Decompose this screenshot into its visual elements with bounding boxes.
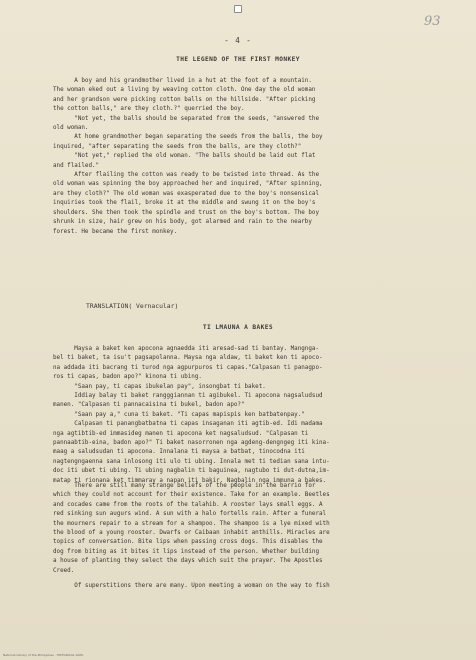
text-line: "Saan pay, ti capas ibukelan pay", insongbat ti baket. bbox=[53, 383, 266, 390]
text-line: ros ti capas, badon apo?" kinona ti ubing. bbox=[53, 374, 202, 381]
text-line: "Saan pay a," cuna ti baket. "Ti capas mapispis ken batbatenpay." bbox=[53, 411, 305, 418]
text-line: "Not yet, the balls should be separated from the seeds, "answered the bbox=[53, 115, 319, 122]
text-line: na addada iti bacrang ti turod nga agpurpuros ti capas."Calpasan ti panagpo- bbox=[53, 364, 323, 371]
text-line: shoulders. She then took the spindle and trust on the boy's bottom. The boy bbox=[53, 209, 319, 216]
text-line: Maysa a baket ken apocona agnaedda iti aresad-sad ti bantay. Mangnga- bbox=[53, 346, 319, 352]
text-line: old woman. bbox=[53, 125, 89, 132]
text-line: and her grandson were picking cotton balls on the hillside. "After picking bbox=[53, 96, 316, 103]
text-line: inquired, "after separating the seeds from the balls, are they cloth?" bbox=[53, 143, 302, 150]
superstitions-line: Of superstitions there are many. Upon meeting a woman on the way to fish bbox=[53, 583, 330, 589]
text-line: Iddiay balay ti baket rangggiannan ti agibukel. Ti apocona nagsaludsud bbox=[53, 393, 323, 400]
text-line: the blood of a young rooster. Dwarfs or Caibaan inhabit anthills. Miracles are bbox=[53, 530, 330, 537]
text-line: forest. He became the first monkey. bbox=[53, 228, 178, 235]
text-line: At home grandmother began separating the seeds from the balls, the boy bbox=[53, 134, 323, 141]
text-line: "Not yet," replied the old woman. "The balls should be laid out flat bbox=[53, 153, 316, 160]
text-line: the cotton balls," are they cloth.?" querried the boy. bbox=[53, 106, 245, 113]
text-line: Calpasan ti panangbatbatna ti capas insaganan iti agtib-ed. Idi madama bbox=[53, 421, 323, 428]
text-line: a house of planting they select the days which suit the prayer. The Apostles bbox=[53, 558, 323, 565]
text-line: the mourners repair to a stream for a shampoo. The shampoo is a lye mixed with bbox=[53, 520, 330, 527]
page-number: - 4 - bbox=[224, 36, 252, 45]
text-line: dog from biting as it bites it lips instead of the person. Whether building bbox=[53, 548, 319, 555]
legend-title: THE LEGEND OF THE FIRST MONKEY bbox=[176, 56, 300, 63]
text-line: nagtengngaenna sana inlosong iti ulo ti ubing. Innala met ti tedian sana intu- bbox=[53, 458, 330, 465]
footer-text: National Library of the Philippines · HISTORICAL DATA bbox=[3, 653, 84, 657]
text-line: doc iti ubet ti ubing. Ti ubing nagbalin ti baguinea, nagtubo ti dut-dutna,im- bbox=[53, 468, 330, 475]
text-line: matap ti rionana ket timmaray a napan iti bakir. Nagbalin nga immuna a bakes. bbox=[53, 477, 327, 484]
text-line: pannaabtib-eina, badon apo?" Ti baket nasorronen nga agdeng-dengngeg iti kina- bbox=[53, 440, 330, 447]
vernacular-title: TI LMAUNA A BAKES bbox=[202, 324, 274, 331]
top-marker-icon bbox=[234, 5, 242, 13]
text-line: Creed. bbox=[53, 567, 75, 574]
beliefs-paragraph bbox=[53, 482, 453, 576]
text-line: are they cloth?" The old woman was exasperated due to the boy's nonsensical bbox=[53, 190, 319, 197]
text-line: which they could not account for their existence. Take for an example. Beetles bbox=[53, 492, 330, 499]
text-line: red sinking sun augurs wind. A sun with a halo fortells rain. After a funeral bbox=[53, 511, 327, 518]
text-line: A boy and his grandmother lived in a hut at the foot of a mountain. bbox=[53, 78, 312, 84]
text-line: and flailed." bbox=[53, 162, 100, 169]
text-line: shrunk in size, hair grew on his body, got alarmed and rain to the nearby bbox=[53, 219, 312, 226]
text-line: and cocades came from the roots of the talahib. A rooster lays small eggs. A bbox=[53, 501, 323, 508]
text-line: nga agtibtib-ed immasideg manen ti apocona ket nagsaludsud. "Calpasan ti bbox=[53, 430, 309, 437]
text-line: bel ti baket, ta isu't pagsapolanna. Maysa nga aldaw, ti baket ken ti apoco- bbox=[53, 355, 323, 362]
text-line: maag a saludsudan ti apocona. Innalana ti maysa a batbat, tinocodna iti bbox=[53, 449, 305, 456]
vernacular-body bbox=[53, 345, 453, 486]
text-line: After flailing the cotton was ready to be twisted into thread. As the bbox=[53, 172, 319, 179]
handwritten-page-number: 93 bbox=[424, 14, 441, 29]
text-line: The woman eked out a living by weaving cotton cloth. One day the old woman bbox=[53, 87, 316, 94]
text-line: old woman was spinning the boy approached her and inquired, "After spinning, bbox=[53, 181, 323, 188]
text-line: inquiries took the flail, broke it at the middle and swung it on the boy's bbox=[53, 200, 316, 207]
text-line: There are still many strange beliefs of the people in the barrio for bbox=[53, 483, 316, 489]
legend-body bbox=[53, 77, 453, 237]
text-line: manen. "Calpasan ti pannacaisina ti bukel, badon apo?" bbox=[53, 402, 245, 409]
text-line: topics of conversation. Bite lips when passing cross dogs. This disables the bbox=[53, 539, 323, 546]
translation-label: TRANSLATION( Vernacular) bbox=[86, 302, 179, 310]
